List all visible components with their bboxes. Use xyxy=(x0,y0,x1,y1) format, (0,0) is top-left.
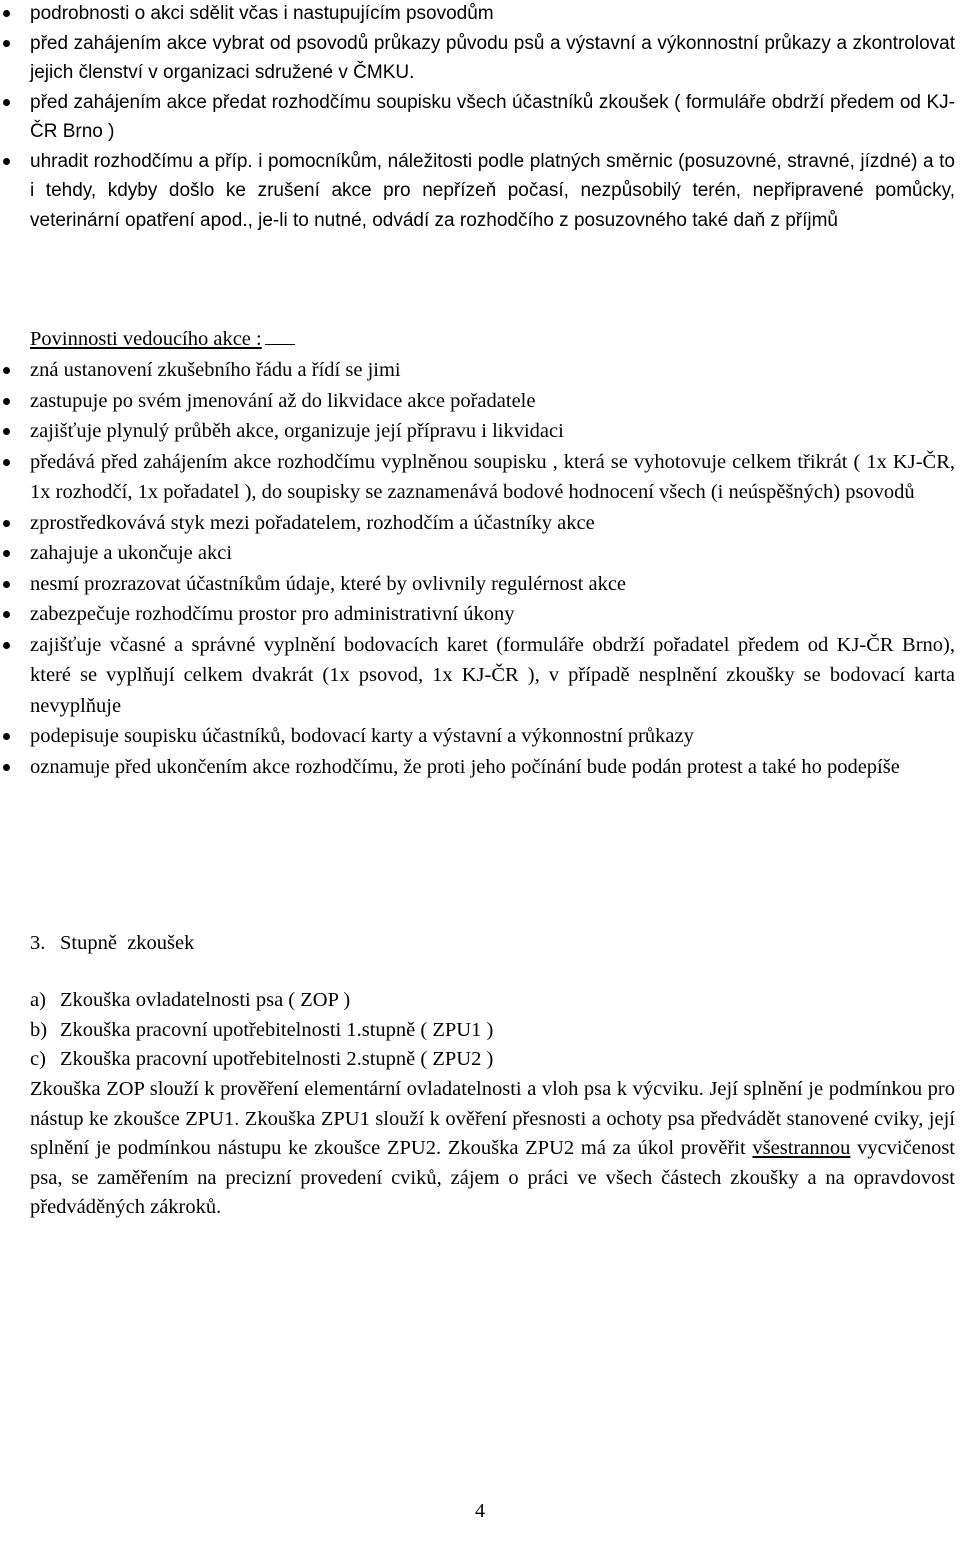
list-item: zastupuje po svém jmenování až do likvidace akce pořadatele xyxy=(0,386,960,417)
list-item: před zahájením akce předat rozhodčímu soupisku všech účastníků zkoušek ( formuláře obdrží předem od KJ-ČR Brno ) xyxy=(0,88,960,147)
paragraph-part1: Zkouška ZOP slouží k prověření elementární ovladatelnosti a vloh psa k výcviku. Její splnění je podmínkou pro nástup ke zkoušce ZPU1. Zkouška ZPU1 slouží k ověření přesnosti a ochoty psa předvádět stanovené cviky, její splnění je podmínkou nástupu ke zkoušce ZPU2. Zkouška ZPU2 má za úkol prověřit xyxy=(30,1078,955,1160)
list-item: předává před zahájením akce rozhodčímu vyplněnou soupisku , která se vyhotovuje celkem třikrát ( 1x KJ-ČR, 1x rozhodčí, 1x pořadatel ), do soupisky se zaznamenává bodové hodnocení všech (i neúspěšných) psovodů xyxy=(0,447,960,508)
exam-level-item xyxy=(30,986,493,1016)
list-item: nesmí prozrazovat účastníkům údaje, které by ovlivnily regulérnost akce xyxy=(0,569,960,600)
list-item: zajišťuje plynulý průběh akce, organizuje její přípravu i likvidaci xyxy=(0,416,960,447)
section-title-text: Stupně zkoušek xyxy=(60,932,195,954)
list-item: podepisuje soupisku účastníků, bodovací karty a výstavní a výkonnostní průkazy xyxy=(0,721,960,752)
item-text: Zkouška ovladatelnosti psa ( ZOP ) xyxy=(60,989,351,1011)
list-item: podrobnosti o akci sdělit včas i nastupujícím psovodům xyxy=(0,0,960,29)
item-text: Zkouška pracovní upotřebitelnosti 1.stupně ( ZPU1 ) xyxy=(60,1018,494,1041)
section-number: 3. xyxy=(30,932,46,954)
exam-level-item xyxy=(30,1016,493,1046)
exam-level-item xyxy=(30,1045,493,1075)
item-letter: c) xyxy=(30,1048,46,1070)
heading-underline-trail xyxy=(265,327,295,345)
list-item: zabezpečuje rozhodčímu prostor pro administrativní úkony xyxy=(0,599,960,630)
exam-levels-list xyxy=(30,986,493,1075)
item-letter: a) xyxy=(30,989,46,1011)
list-item: zná ustanovení zkušebního řádu a řídí se jimi xyxy=(0,355,960,386)
list-item: před zahájením akce vybrat od psovodů průkazy původu psů a výstavní a výkonnostní průkazy a zkontrolovat jejich členství v organizaci sdružené v ČMKU. xyxy=(0,29,960,88)
duties-heading-text: Povinnosti vedoucího akce : xyxy=(30,328,262,350)
item-letter: b) xyxy=(30,1018,48,1041)
underlined-word: všestrannou xyxy=(752,1137,851,1160)
exam-description-paragraph xyxy=(30,1075,955,1223)
duties-heading xyxy=(30,324,295,354)
section-title xyxy=(30,928,194,958)
leader-duties-list xyxy=(0,355,960,782)
list-item: oznamuje před ukončením akce rozhodčímu, že proti jeho počínání bude podán protest a také ho podepíše xyxy=(0,752,960,783)
paragraph-part2: vycvičenost psa, se zaměřením na precizní provedení cviků, zájem o práci ve všech částech zkoušky a na opravdovost předváděných zákroků. xyxy=(30,1137,955,1219)
list-item: zajišťuje včasné a správné vyplnění bodovacích karet (formuláře obdrží pořadatel předem od KJ-ČR Brno), které se vyplňují celkem dvakrát (1x psovod, 1x KJ-ČR ), v případě nesplnění zkoušky se bodovací karta nevyplňuje xyxy=(0,630,960,722)
item-text: Zkouška pracovní upotřebitelnosti 2.stupně ( ZPU2 ) xyxy=(60,1048,494,1070)
page-number: 4 xyxy=(475,1500,485,1522)
list-item: uhradit rozhodčímu a příp. i pomocníkům, náležitosti podle platných směrnic (posuzovné, stravné, jízdné) a to i tehdy, kdyby došlo ke zrušení akce pro nepřízeň počasí, nezpůsobilý terén, nepřipravené pomůcky, veterinární opatření apod., je-li to nutné, odvádí za rozhodčího z posuzovného také daň z příjmů xyxy=(0,147,960,236)
list-item: zahajuje a ukončuje akci xyxy=(0,538,960,569)
organizer-duties-list xyxy=(0,0,960,235)
list-item: zprostředkovává styk mezi pořadatelem, rozhodčím a účastníky akce xyxy=(0,508,960,539)
